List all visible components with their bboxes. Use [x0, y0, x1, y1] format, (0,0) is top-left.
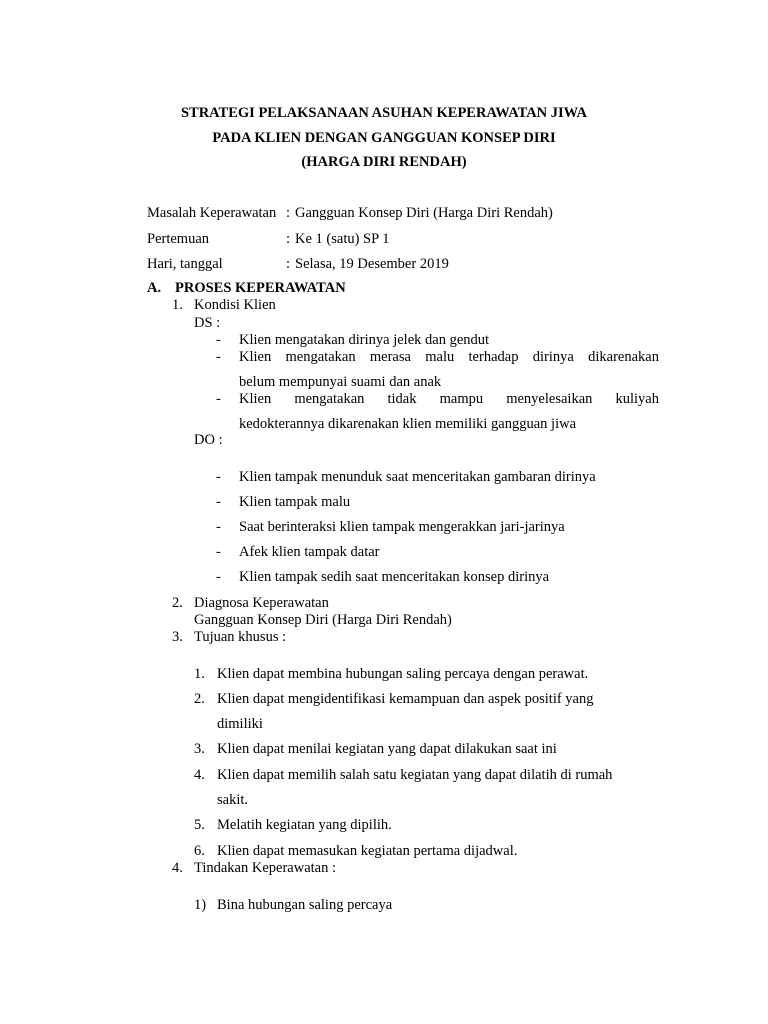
tujuan-number: 6.	[194, 843, 205, 859]
bullet: -	[216, 469, 221, 485]
tujuan-number: 2.	[194, 691, 205, 707]
tujuan-item: Klien dapat mengidentifikasi kemampuan dan aspek positif yang	[217, 691, 594, 707]
tujuan-number: 5.	[194, 817, 205, 833]
tujuan-item: Klien dapat memasukan kegiatan pertama dijadwal.	[217, 843, 518, 859]
tindakan-heading: Tindakan Keperawatan :	[194, 860, 337, 876]
ds-label: DS :	[194, 315, 221, 331]
list-number: 3.	[172, 629, 183, 645]
tindakan-number: 1)	[194, 897, 207, 913]
info-value-masalah: Gangguan Konsep Diri (Harga Diri Rendah)	[295, 205, 553, 221]
tujuan-item: Melatih kegiatan yang dipilih.	[217, 817, 392, 833]
bullet: -	[216, 391, 221, 407]
word: terhadap	[468, 349, 519, 365]
document-title-line-2: PADA KLIEN DENGAN GANGGUAN KONSEP DIRI	[212, 130, 556, 146]
bullet: -	[216, 349, 221, 365]
tujuan-heading: Tujuan khusus :	[194, 629, 287, 645]
word: dikarenakan	[588, 349, 659, 365]
word: menyelesaikan	[506, 391, 593, 407]
info-sep: :	[286, 205, 291, 221]
tujuan-item: Klien dapat menilai kegiatan yang dapat dilakukan saat ini	[217, 741, 557, 757]
word: Klien	[239, 349, 272, 365]
tujuan-number: 3.	[194, 741, 205, 757]
info-label-hari-tanggal: Hari, tanggal	[147, 256, 223, 272]
bullet: -	[216, 544, 221, 560]
do-item: Klien tampak menunduk saat menceritakan gambaran dirinya	[239, 469, 596, 485]
word: mengatakan	[285, 349, 356, 365]
tujuan-number: 1.	[194, 666, 205, 682]
diagnosa-text: Gangguan Konsep Diri (Harga Diri Rendah)	[194, 612, 452, 628]
word: mampu	[439, 391, 484, 407]
ds-item: Klien mengatakan dirinya jelek dan gendut	[239, 332, 490, 348]
list-number: 1.	[172, 297, 183, 313]
bullet: -	[216, 494, 221, 510]
info-value-hari-tanggal: Selasa, 19 Desember 2019	[295, 256, 449, 272]
tujuan-number: 4.	[194, 767, 205, 783]
info-label-pertemuan: Pertemuan	[147, 231, 210, 247]
list-number: 4.	[172, 860, 183, 876]
ds-item-continuation: belum mempunyai suami dan anak	[239, 374, 442, 390]
info-sep: :	[286, 231, 291, 247]
section-marker: A.	[147, 280, 162, 296]
document-title-line-3: (HARGA DIRI RENDAH)	[301, 154, 467, 170]
word: kuliyah	[615, 391, 659, 407]
tindakan-item: Bina hubungan saling percaya	[217, 897, 393, 913]
bullet: -	[216, 569, 221, 585]
ds-item-continuation: kedokterannya dikarenakan klien memiliki gangguan jiwa	[239, 416, 577, 432]
info-value-pertemuan: Ke 1 (satu) SP 1	[295, 231, 390, 247]
do-item: Klien tampak sedih saat menceritakan konsep dirinya	[239, 569, 550, 585]
ds-item-justified	[239, 350, 659, 365]
info-sep: :	[286, 256, 291, 272]
tujuan-item: Klien dapat membina hubungan saling percaya dengan perawat.	[217, 666, 589, 682]
word: dirinya	[532, 349, 574, 365]
ds-item-justified	[239, 392, 659, 407]
tujuan-item-continuation: sakit.	[217, 792, 249, 808]
word: tidak	[387, 391, 417, 407]
do-item: Klien tampak malu	[239, 494, 351, 510]
section-heading: PROSES KEPERAWATAN	[175, 280, 346, 296]
kondisi-heading: Kondisi Klien	[194, 297, 276, 313]
bullet: -	[216, 519, 221, 535]
do-item: Saat berinteraksi klien tampak mengerakkan jari-jarinya	[239, 519, 565, 535]
word: Klien	[239, 391, 272, 407]
word: malu	[425, 349, 455, 365]
document-title-line-1: STRATEGI PELAKSANAAN ASUHAN KEPERAWATAN JIWA	[180, 105, 588, 121]
bullet: -	[216, 332, 221, 348]
do-item: Afek klien tampak datar	[239, 544, 380, 560]
info-label-masalah: Masalah Keperawatan	[147, 205, 277, 221]
do-label: DO :	[194, 432, 223, 448]
diagnosa-heading: Diagnosa Keperawatan	[194, 595, 329, 611]
list-number: 2.	[172, 595, 183, 611]
tujuan-item-continuation: dimiliki	[217, 716, 263, 732]
word: mengatakan	[294, 391, 365, 407]
tujuan-item: Klien dapat memilih salah satu kegiatan yang dapat dilatih di rumah	[217, 767, 613, 783]
word: merasa	[369, 349, 411, 365]
